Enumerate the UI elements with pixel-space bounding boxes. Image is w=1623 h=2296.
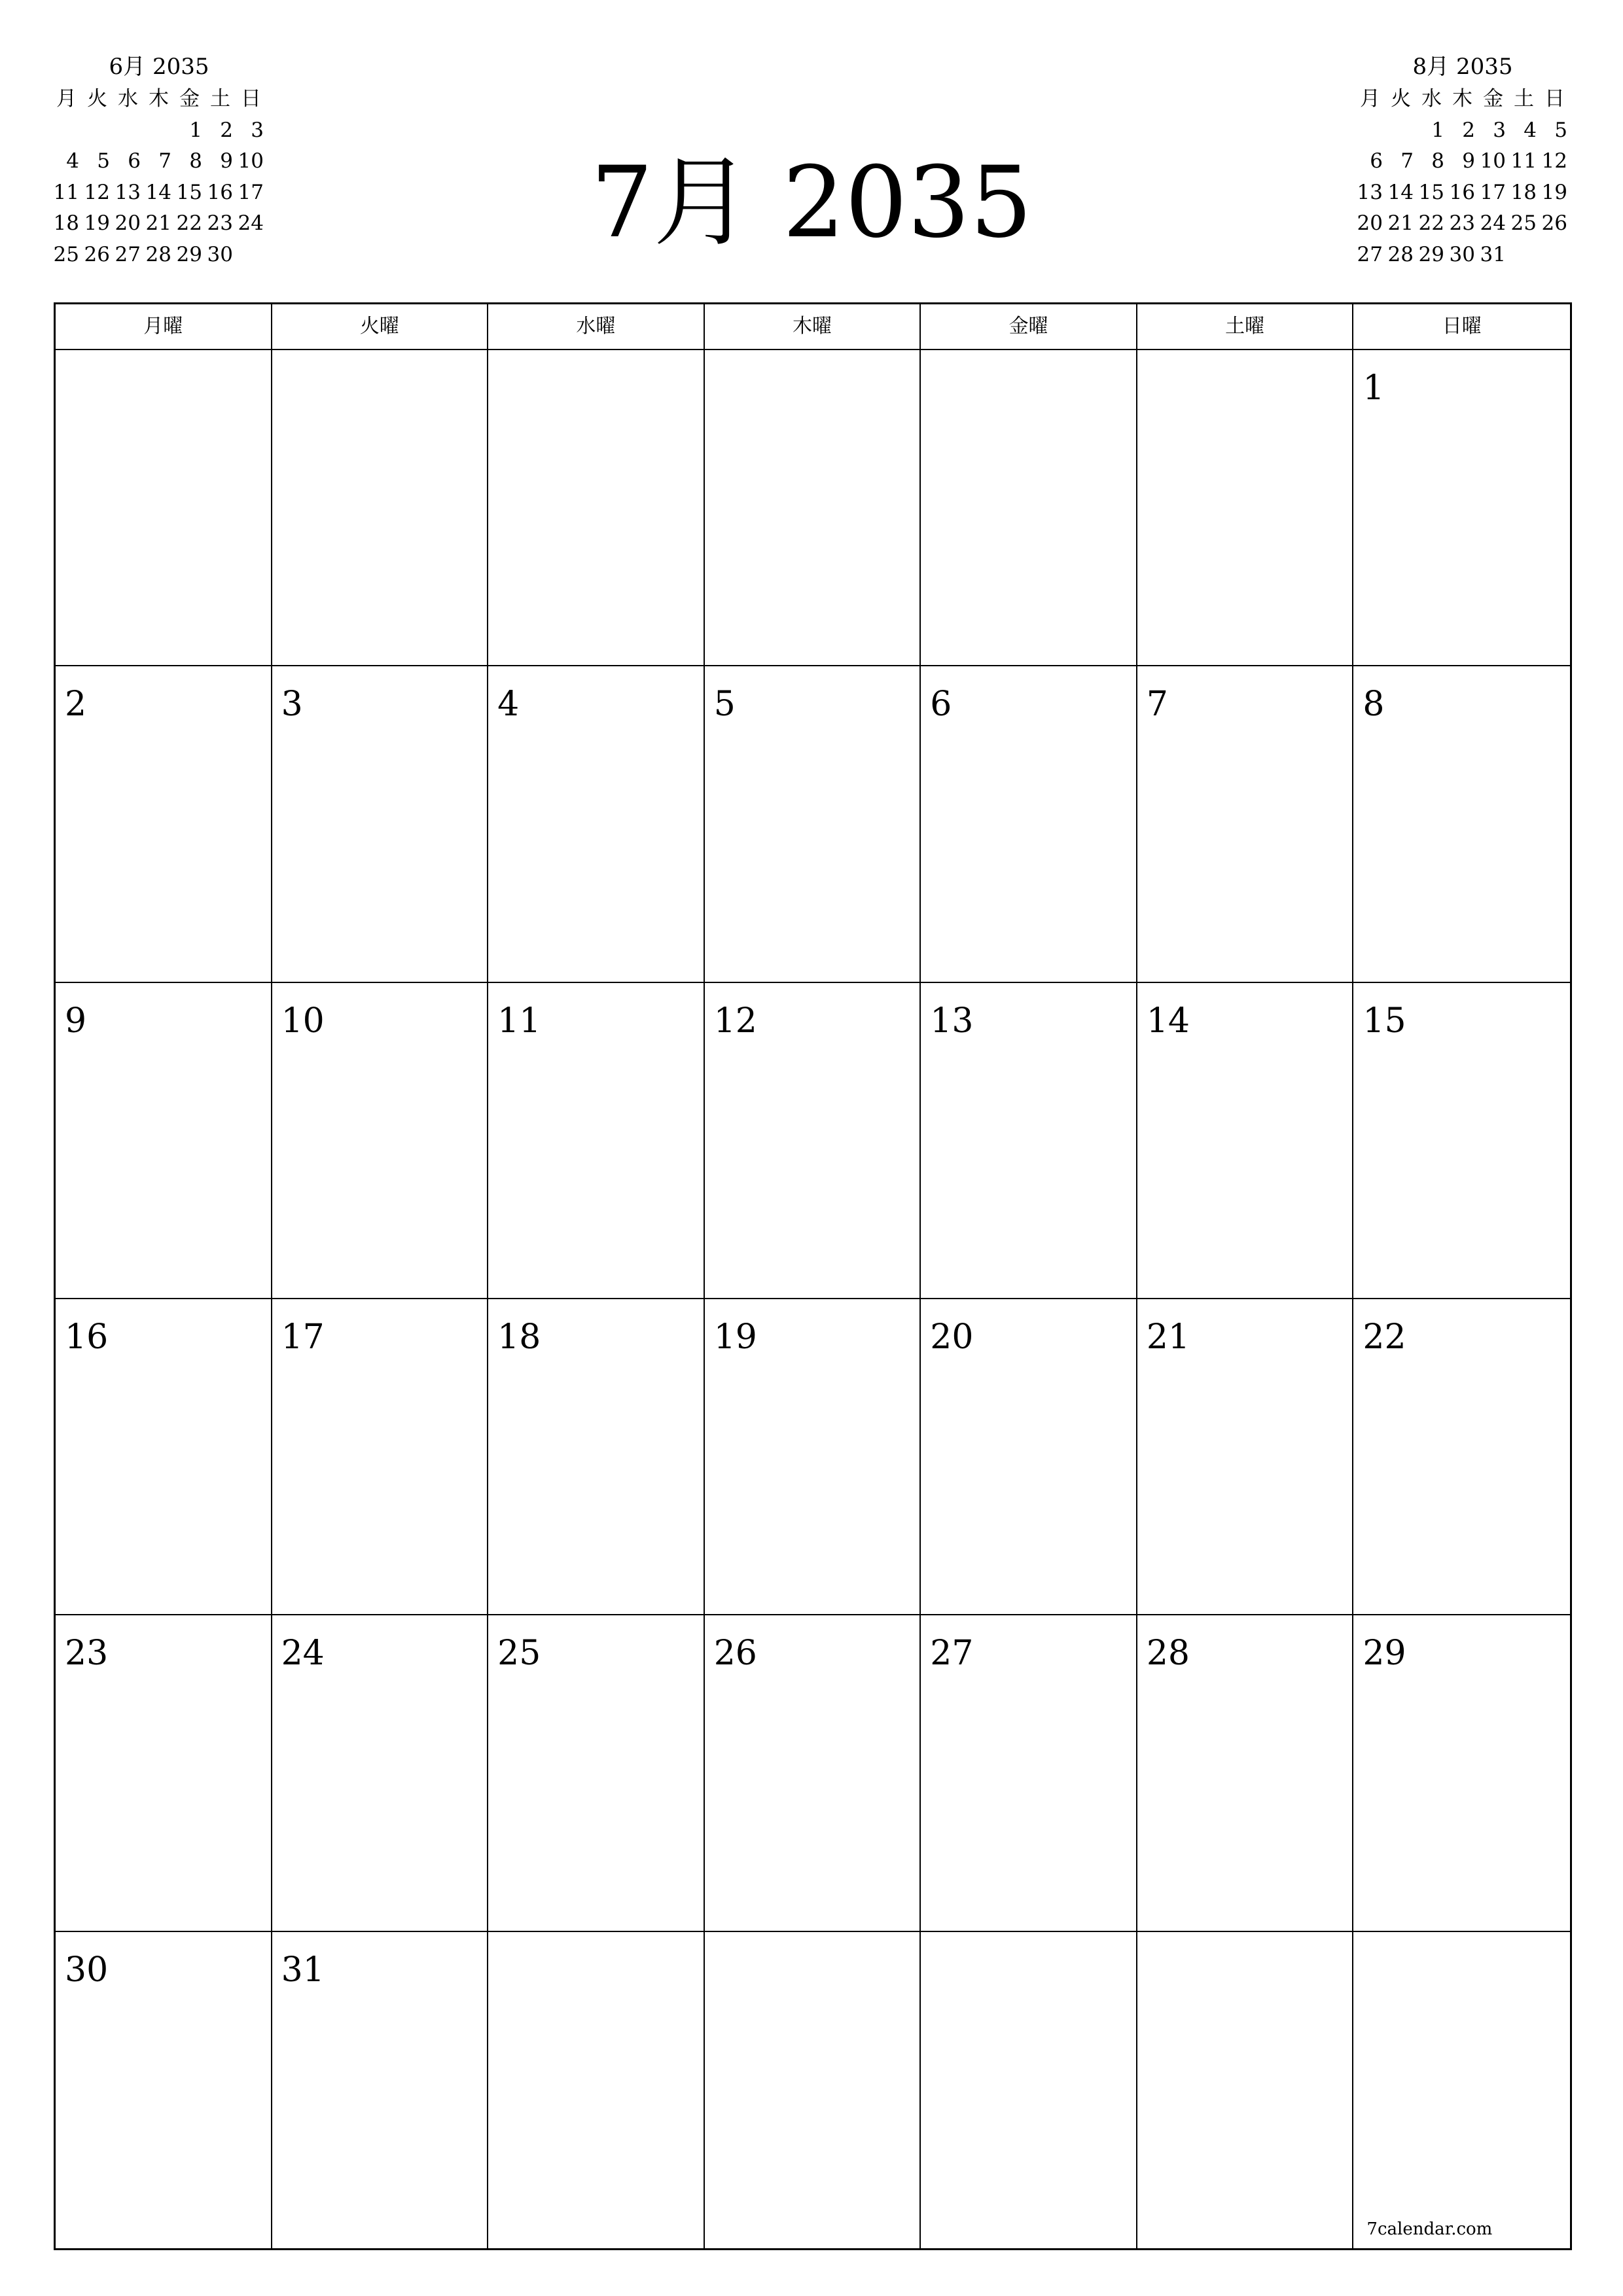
day-cell[interactable] xyxy=(56,1299,272,1615)
day-cell[interactable] xyxy=(488,666,705,982)
day-cell[interactable] xyxy=(705,1932,921,2248)
day-cell[interactable] xyxy=(1137,350,1354,666)
mini-day: 11 xyxy=(53,180,79,204)
weekday-header: 月曜 xyxy=(56,304,272,350)
mini-weekday-label: 土 xyxy=(1514,87,1534,111)
mini-weekday-label: 土 xyxy=(210,87,230,111)
mini-day: 21 xyxy=(1387,211,1414,235)
mini-day: 5 xyxy=(97,149,110,173)
mini-day: 25 xyxy=(1510,211,1537,235)
day-cell[interactable] xyxy=(1137,983,1354,1299)
mini-day xyxy=(1508,240,1539,271)
mini-calendar-title: 6月 2035 xyxy=(109,54,209,80)
day-number: 6 xyxy=(930,685,952,725)
day-cell[interactable] xyxy=(272,1932,489,2248)
day-cell[interactable] xyxy=(1353,1932,1570,2248)
day-number: 23 xyxy=(65,1634,109,1674)
day-number: 31 xyxy=(281,1950,325,1990)
mini-weekday-label: 火 xyxy=(87,87,107,111)
mini-day: 7 xyxy=(1400,149,1414,173)
mini-day: 12 xyxy=(1541,149,1567,173)
weekday-header: 水曜 xyxy=(488,304,705,350)
day-number: 11 xyxy=(497,1001,541,1041)
day-cell[interactable] xyxy=(488,350,705,666)
mini-day: 14 xyxy=(145,180,171,204)
day-cell[interactable] xyxy=(705,1615,921,1931)
day-cell[interactable] xyxy=(56,983,272,1299)
mini-day xyxy=(1539,240,1570,271)
mini-day: 9 xyxy=(220,149,233,173)
mini-day: 10 xyxy=(238,149,264,173)
day-number: 29 xyxy=(1363,1634,1406,1674)
mini-day xyxy=(236,240,266,271)
mini-day: 17 xyxy=(1480,180,1506,204)
day-number: 30 xyxy=(65,1950,109,1990)
day-number: 8 xyxy=(1363,685,1385,725)
day-number: 17 xyxy=(281,1318,325,1357)
day-number: 1 xyxy=(1363,368,1385,408)
day-cell[interactable] xyxy=(921,1932,1137,2248)
mini-weekday-label: 金 xyxy=(179,87,200,111)
weekday-header: 金曜 xyxy=(921,304,1137,350)
day-cell[interactable] xyxy=(705,666,921,982)
mini-weekday-label: 月 xyxy=(1360,87,1380,111)
day-cell[interactable] xyxy=(1353,666,1570,982)
day-number: 3 xyxy=(281,685,303,725)
day-cell[interactable] xyxy=(272,1615,489,1931)
day-cell[interactable] xyxy=(921,350,1137,666)
day-number: 7 xyxy=(1146,685,1168,725)
day-cell[interactable] xyxy=(272,1299,489,1615)
mini-day: 1 xyxy=(189,118,202,142)
mini-day: 20 xyxy=(1357,211,1383,235)
day-cell[interactable] xyxy=(1137,1299,1354,1615)
day-cell[interactable] xyxy=(921,1615,1137,1931)
mini-calendar-next-month xyxy=(1355,50,1571,270)
day-cell[interactable] xyxy=(1137,1615,1354,1931)
mini-calendar-grid xyxy=(1355,84,1571,270)
day-cell[interactable] xyxy=(56,666,272,982)
mini-day: 30 xyxy=(207,242,233,266)
mini-day: 6 xyxy=(128,149,141,173)
mini-day: 19 xyxy=(1541,180,1567,204)
day-number: 2 xyxy=(65,685,87,725)
mini-day: 22 xyxy=(176,211,202,235)
day-cell[interactable] xyxy=(1137,1932,1354,2248)
day-cell[interactable] xyxy=(272,666,489,982)
mini-day: 3 xyxy=(251,118,264,142)
mini-day: 22 xyxy=(1418,211,1444,235)
month-title: 7月 2035 xyxy=(590,146,1033,260)
mini-day: 28 xyxy=(145,242,171,266)
mini-day: 20 xyxy=(115,211,141,235)
mini-day: 2 xyxy=(220,118,233,142)
day-number: 10 xyxy=(281,1001,325,1041)
mini-weekday-label: 日 xyxy=(241,87,261,111)
mini-day: 10 xyxy=(1480,149,1506,173)
day-number: 27 xyxy=(930,1634,974,1674)
day-number: 15 xyxy=(1363,1001,1406,1041)
day-number: 21 xyxy=(1146,1318,1190,1357)
mini-day: 4 xyxy=(66,149,79,173)
mini-day: 16 xyxy=(207,180,233,204)
mini-day: 16 xyxy=(1449,180,1475,204)
day-number: 19 xyxy=(713,1318,757,1357)
day-cell[interactable] xyxy=(56,1615,272,1931)
mini-day: 12 xyxy=(84,180,110,204)
day-number: 28 xyxy=(1146,1634,1190,1674)
mini-day: 14 xyxy=(1387,180,1414,204)
month-grid xyxy=(54,302,1572,2250)
day-number: 5 xyxy=(713,685,736,725)
day-cell[interactable] xyxy=(705,1299,921,1615)
day-cell[interactable] xyxy=(56,1932,272,2248)
site-credit: 7calendar.com xyxy=(1366,2219,1493,2239)
mini-day: 3 xyxy=(1493,118,1506,142)
mini-weekday-label: 火 xyxy=(1391,87,1411,111)
mini-day: 11 xyxy=(1510,149,1537,173)
mini-day: 1 xyxy=(1431,118,1444,142)
mini-day: 24 xyxy=(238,211,264,235)
mini-day: 31 xyxy=(1480,242,1506,266)
mini-day xyxy=(1355,115,1385,147)
mini-day: 24 xyxy=(1480,211,1506,235)
mini-weekday-label: 水 xyxy=(118,87,138,111)
mini-calendar-prev-month xyxy=(51,50,267,270)
day-cell[interactable] xyxy=(272,983,489,1299)
mini-day: 18 xyxy=(1510,180,1537,204)
weekday-header: 火曜 xyxy=(272,304,489,350)
day-number: 24 xyxy=(281,1634,325,1674)
day-number: 13 xyxy=(930,1001,974,1041)
day-cell[interactable] xyxy=(921,666,1137,982)
mini-day xyxy=(82,115,113,147)
mini-weekday-label: 金 xyxy=(1483,87,1503,111)
mini-day: 27 xyxy=(115,242,141,266)
day-cell[interactable] xyxy=(1353,1615,1570,1931)
day-number: 14 xyxy=(1146,1001,1190,1041)
mini-day: 13 xyxy=(115,180,141,204)
day-number: 16 xyxy=(65,1318,109,1357)
mini-day: 8 xyxy=(189,149,202,173)
mini-weekday-label: 水 xyxy=(1421,87,1442,111)
mini-day: 29 xyxy=(176,242,202,266)
mini-day: 8 xyxy=(1431,149,1444,173)
mini-calendar-grid xyxy=(51,84,267,270)
weekday-header: 日曜 xyxy=(1353,304,1570,350)
day-cell[interactable] xyxy=(488,1299,705,1615)
mini-day: 27 xyxy=(1357,242,1383,266)
mini-calendar-title: 8月 2035 xyxy=(1412,54,1513,80)
mini-day: 19 xyxy=(84,211,110,235)
mini-day: 5 xyxy=(1554,118,1567,142)
day-cell[interactable] xyxy=(272,350,489,666)
mini-day: 23 xyxy=(207,211,233,235)
mini-day xyxy=(1385,115,1416,147)
mini-day: 29 xyxy=(1418,242,1444,266)
mini-weekday-label: 木 xyxy=(149,87,169,111)
day-number: 12 xyxy=(713,1001,757,1041)
day-number: 18 xyxy=(497,1318,541,1357)
mini-day: 26 xyxy=(1541,211,1567,235)
day-number: 22 xyxy=(1363,1318,1406,1357)
day-cell[interactable] xyxy=(1353,983,1570,1299)
mini-day: 15 xyxy=(1418,180,1444,204)
mini-day: 30 xyxy=(1449,242,1475,266)
mini-day: 26 xyxy=(84,242,110,266)
day-cell[interactable] xyxy=(1353,1299,1570,1615)
mini-day: 15 xyxy=(176,180,202,204)
day-cell[interactable] xyxy=(1137,666,1354,982)
mini-day: 25 xyxy=(53,242,79,266)
mini-day xyxy=(51,115,82,147)
weekday-header: 土曜 xyxy=(1137,304,1354,350)
mini-day: 17 xyxy=(238,180,264,204)
day-cell[interactable] xyxy=(488,983,705,1299)
day-number: 25 xyxy=(497,1634,541,1674)
mini-day: 13 xyxy=(1357,180,1383,204)
mini-weekday-label: 木 xyxy=(1452,87,1472,111)
mini-day: 23 xyxy=(1449,211,1475,235)
day-cell[interactable] xyxy=(488,1615,705,1931)
day-cell[interactable] xyxy=(921,983,1137,1299)
day-number: 20 xyxy=(930,1318,974,1357)
mini-day xyxy=(143,115,174,147)
mini-weekday-label: 月 xyxy=(56,87,77,111)
day-cell[interactable] xyxy=(488,1932,705,2248)
mini-day: 28 xyxy=(1387,242,1414,266)
day-cell[interactable] xyxy=(1353,350,1570,666)
weekday-header: 木曜 xyxy=(705,304,921,350)
mini-day: 7 xyxy=(158,149,171,173)
day-cell[interactable] xyxy=(56,350,272,666)
mini-day: 6 xyxy=(1370,149,1383,173)
mini-day: 18 xyxy=(53,211,79,235)
day-cell[interactable] xyxy=(705,983,921,1299)
day-cell[interactable] xyxy=(705,350,921,666)
mini-day: 4 xyxy=(1524,118,1537,142)
mini-day xyxy=(113,115,143,147)
day-number: 26 xyxy=(713,1634,757,1674)
mini-day: 2 xyxy=(1462,118,1475,142)
mini-day: 9 xyxy=(1462,149,1475,173)
day-number: 9 xyxy=(65,1001,87,1041)
day-number: 4 xyxy=(497,685,520,725)
day-cell[interactable] xyxy=(921,1299,1137,1615)
mini-day: 21 xyxy=(145,211,171,235)
mini-weekday-label: 日 xyxy=(1544,87,1565,111)
